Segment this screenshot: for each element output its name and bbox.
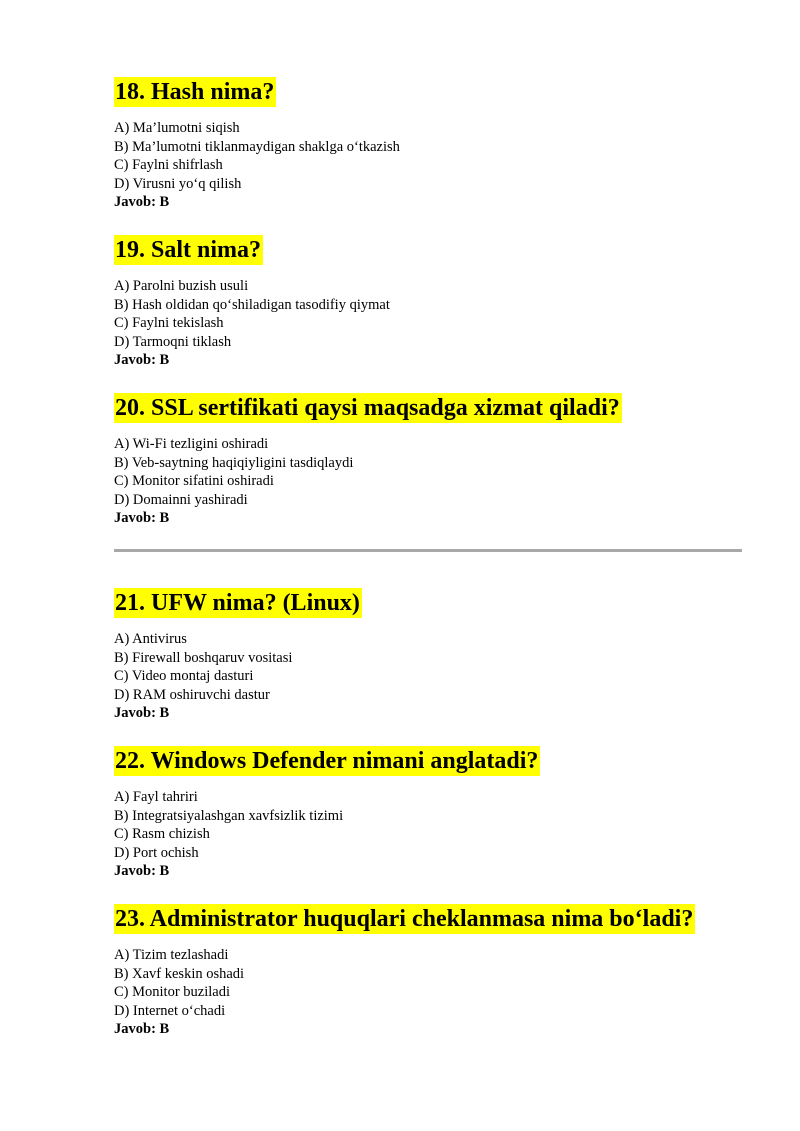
- option-d: D) Domainni yashiradi: [114, 491, 248, 508]
- option-a: A) Ma’lumotni siqish: [114, 120, 240, 136]
- option-a: A) Tizim tezlashadi: [114, 947, 229, 963]
- question-18: [114, 77, 754, 212]
- option-b: B) Firewall boshqaruv vositasi: [114, 649, 293, 666]
- question-title: 23. Administrator huquqlari cheklanmasa nima bo‘ladi?: [115, 906, 694, 932]
- option-b: B) Integratsiyalashgan xavfsizlik tizimi: [114, 807, 344, 824]
- question-title: 22. Windows Defender nimani anglatadi?: [115, 748, 539, 774]
- option-d: D) RAM oshiruvchi dastur: [114, 686, 270, 703]
- options-list: [114, 788, 754, 881]
- option-c: C) Faylni shifrlash: [114, 157, 223, 174]
- option-c: C) Rasm chizish: [114, 826, 210, 843]
- answer-line: Javob: B: [114, 352, 170, 369]
- question-23: [114, 904, 754, 1039]
- options-list: [114, 277, 754, 370]
- option-c: C) Monitor buziladi: [114, 984, 230, 1001]
- option-b: B) Ma’lumotni tiklanmaydigan shaklga o‘tkazish: [114, 138, 400, 155]
- option-d: D) Internet o‘chadi: [114, 1002, 226, 1019]
- option-d: D) Tarmoqni tiklash: [114, 333, 232, 350]
- question-20: [114, 393, 754, 528]
- question-title: 19. Salt nima?: [115, 237, 262, 263]
- option-c: C) Monitor sifatini oshiradi: [114, 473, 274, 490]
- option-a: A) Antivirus: [114, 631, 187, 647]
- question-19: [114, 235, 754, 370]
- answer-line: Javob: B: [114, 510, 170, 527]
- answer-line: Javob: B: [114, 1021, 170, 1038]
- option-a: A) Wi-Fi tezligini oshiradi: [114, 436, 269, 452]
- options-list: [114, 435, 754, 528]
- horizontal-divider: [114, 549, 742, 552]
- options-list: [114, 946, 754, 1039]
- option-c: C) Video montaj dasturi: [114, 668, 254, 685]
- options-list: [114, 119, 754, 212]
- option-d: D) Port ochish: [114, 844, 199, 861]
- option-b: B) Xavf keskin oshadi: [114, 965, 245, 982]
- option-c: C) Faylni tekislash: [114, 315, 224, 332]
- question-title: 21. UFW nima? (Linux): [115, 590, 360, 616]
- question-21: [114, 588, 754, 723]
- answer-line: Javob: B: [114, 705, 170, 722]
- option-b: B) Hash oldidan qo‘shiladigan tasodifiy qiymat: [114, 296, 390, 313]
- option-d: D) Virusni yo‘q qilish: [114, 175, 242, 192]
- answer-line: Javob: B: [114, 863, 170, 880]
- question-22: [114, 746, 754, 881]
- option-a: A) Fayl tahriri: [114, 789, 198, 805]
- option-b: B) Veb-saytning haqiqiyligini tasdiqlaydi: [114, 454, 354, 471]
- question-title: 20. SSL sertifikati qaysi maqsadga xizmat qiladi?: [115, 395, 620, 421]
- answer-line: Javob: B: [114, 194, 170, 211]
- options-list: [114, 630, 754, 723]
- question-title: 18. Hash nima?: [115, 79, 275, 105]
- option-a: A) Parolni buzish usuli: [114, 278, 249, 294]
